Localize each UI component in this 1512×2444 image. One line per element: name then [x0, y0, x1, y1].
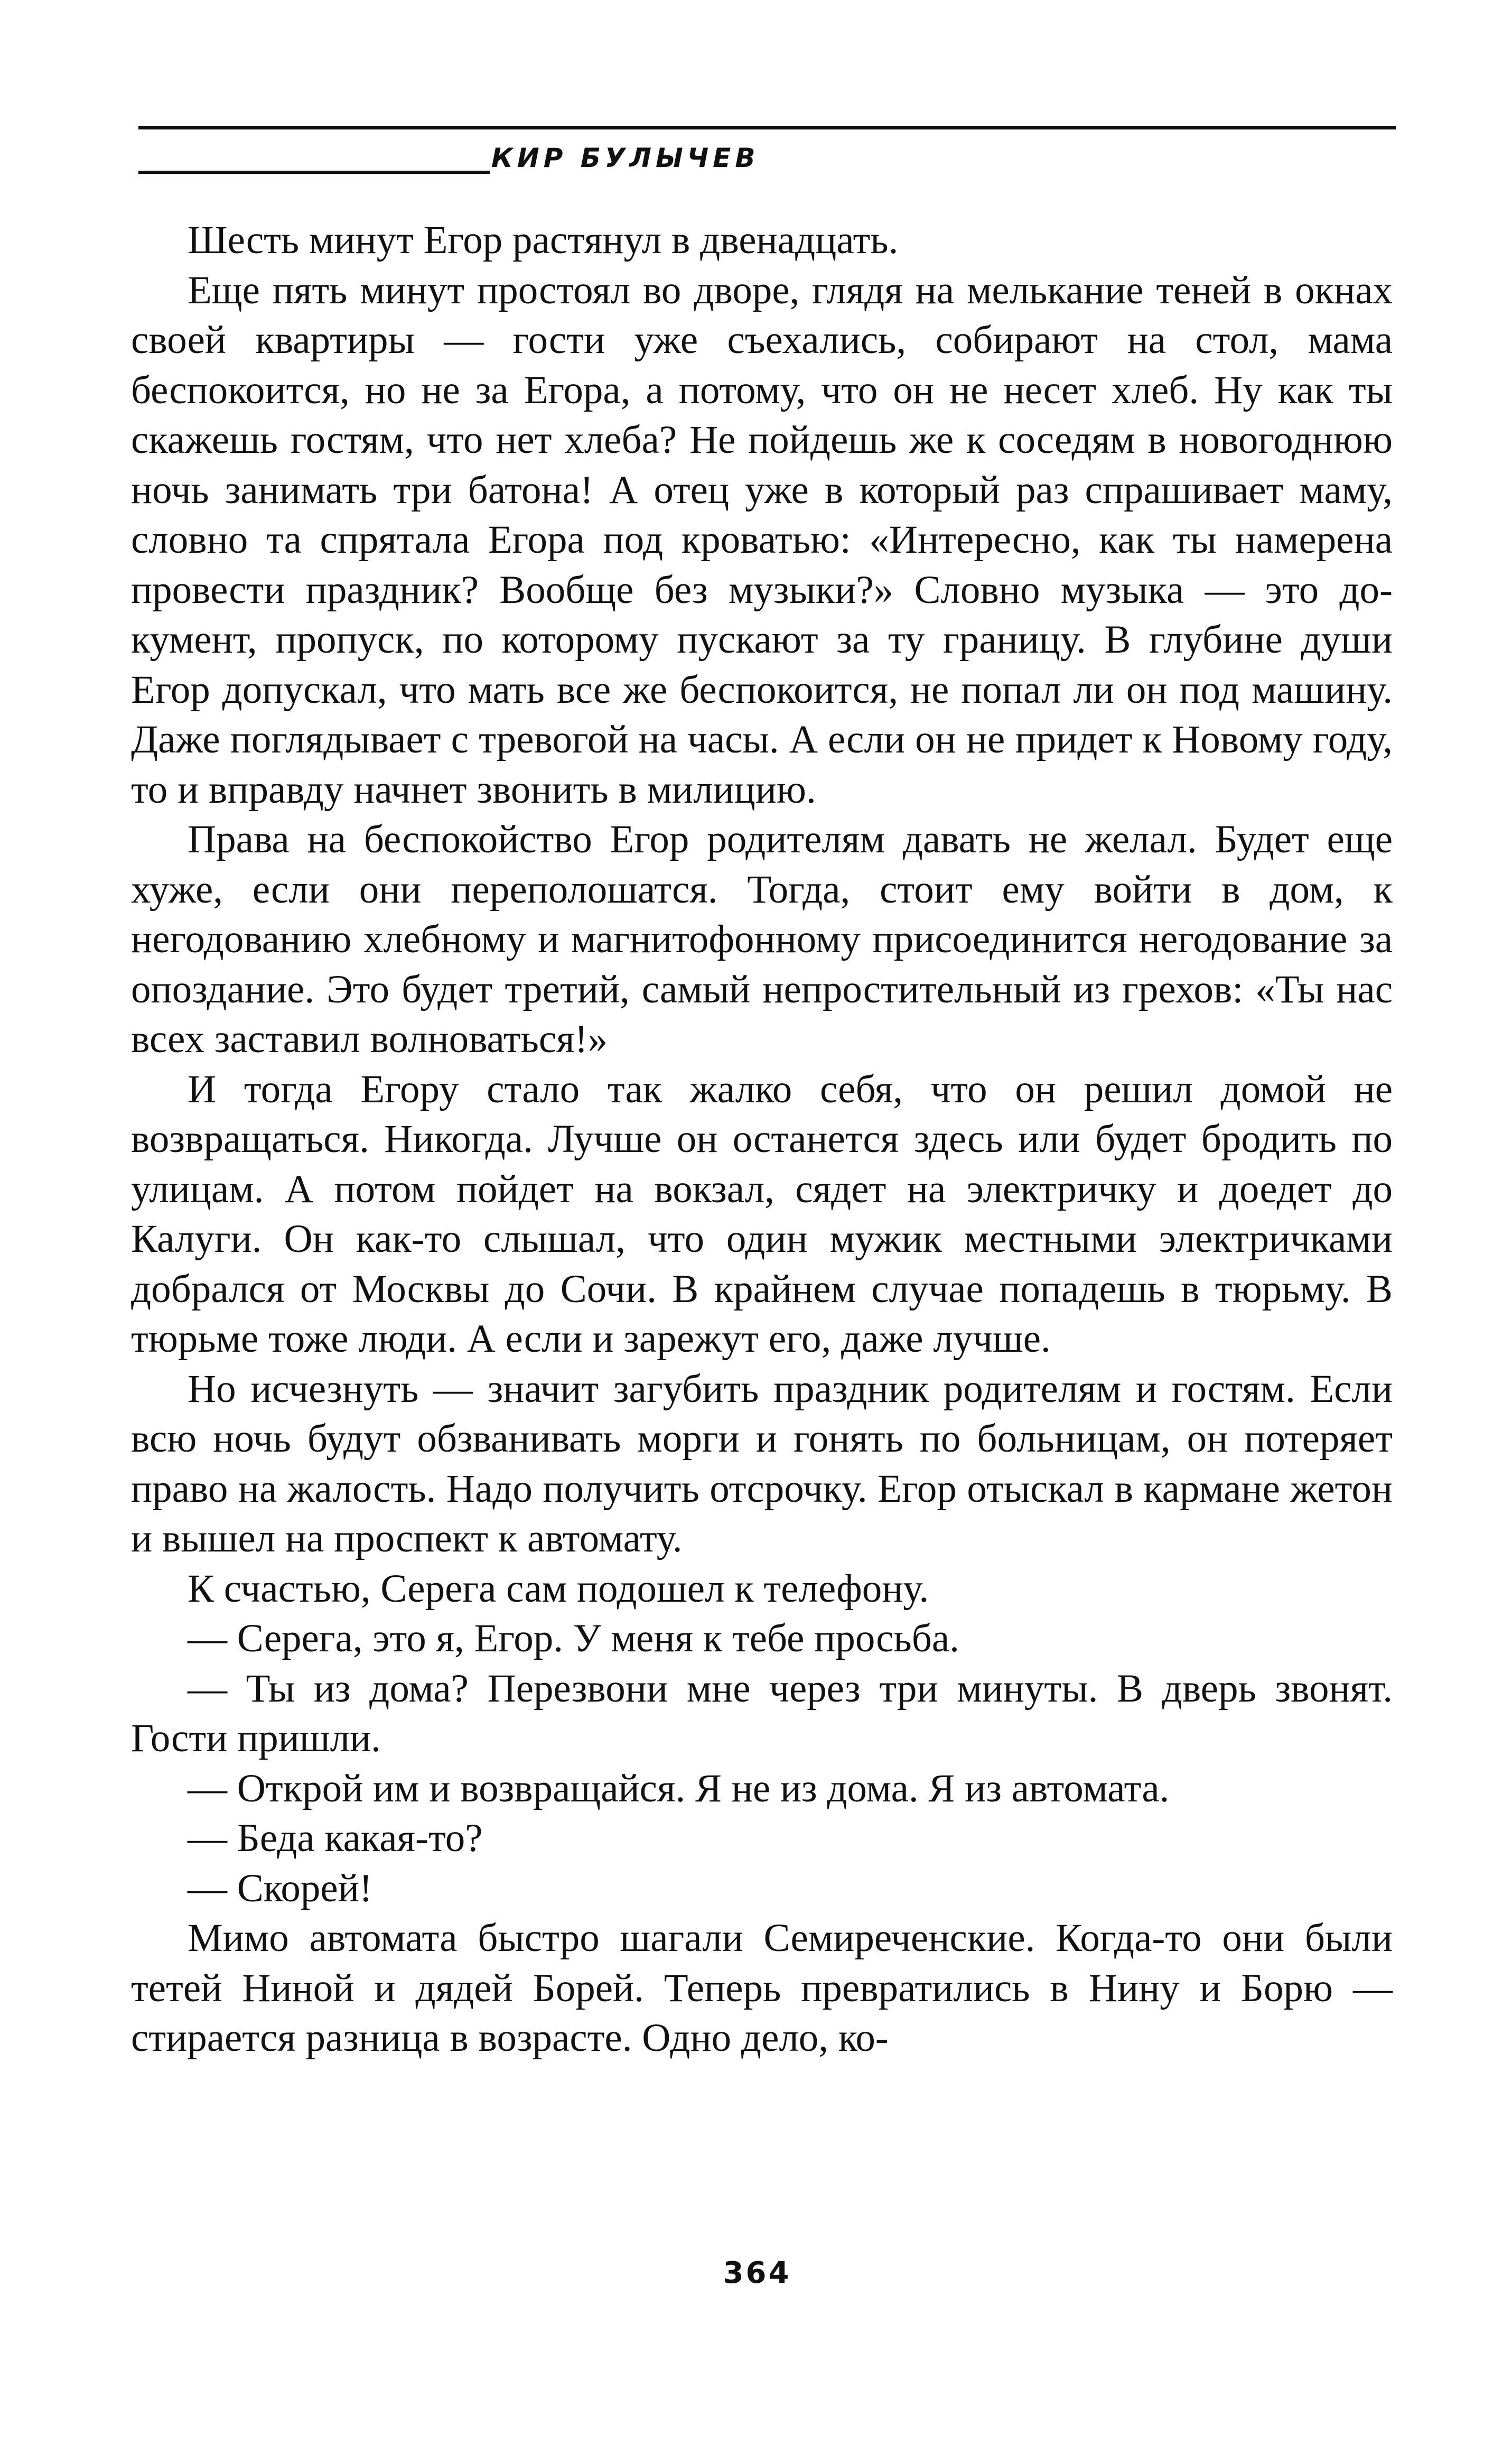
paragraph: Права на беспокойство Егор родителям давать не желал. Будет еще хуже, если они переполошатся. Тогда, стоит ему войти в дом, к негодованию хлебному и магнитофонному присоединится негодование за опоздание. Это будет третий, самый непростительный из грехов: «Ты нас всех заставил волноваться!»: [131, 817, 1393, 1061]
paragraph: Но исчезнуть — значит загубить праздник родителям и гостям. Если всю ночь будут обзванивать морги и гонять по больницам, он потеряет право на жалость. Надо получить отсрочку. Егор отыскал в кармане жетон и вышел на проспект к автомату.: [131, 1367, 1393, 1560]
header-rule: [138, 126, 1396, 129]
paragraph: Шесть минут Егор растянул в двенадцать.: [188, 218, 899, 262]
dialogue-line: — Ты из дома? Перезвони мне через три минуты. В дверь звонят. Гости пришли.: [131, 1666, 1393, 1760]
paragraph: Еще пять минут простоял во дворе, глядя на мелькание теней в окнах своей квартиры — гости уже съехались, собирают на стол, мама беспокоится, но не за Егора, а потому, что он не несет хлеб. Ну как ты скажешь гостям, что нет хлеба? Не пойдешь же к соседям в новогоднюю ночь занимать три батона! А отец уже в который раз спрашивает маму, словно та спрятала Егора под кроватью: «Интересно, как ты намерена провести праздник? Вообще без музыки?» Словно музыка — это документ, пропуск, по которому пускают за ту границу. В глубине души Егор допускал, что мать все же беспокоится, не попал ли он под машину. Даже поглядывает с тревогой на часы. А если он не придет к Новому году, то и вправду начнет звонить в милицию.: [131, 268, 1393, 812]
dialogue-line: — Открой им и возвращайся. Я не из дома. Я из автомата.: [188, 1766, 1170, 1810]
page-number: 364: [723, 2256, 791, 2290]
paragraph: И тогда Егору стало так жалко себя, что он решил домой не возвращаться. Никогда. Лучше он останется здесь или будет бродить по улицам. А потом пойдет на вокзал, сядет на электричку и доедет до Калуги. Он как-то слышал, что один мужик местными электричками добрался от Москвы до Сочи. В крайнем случае попадешь в тюрьму. В тюрьме тоже люди. А если и зарежут его, даже лучше.: [131, 1067, 1393, 1361]
dialogue-line: — Скорей!: [188, 1866, 372, 1910]
page-header: [138, 115, 1396, 179]
header-underline: [138, 171, 490, 174]
body-text: [131, 216, 1393, 2064]
paragraph: Мимо автомата быстро шагали Семиреченские. Когда-то они были тетей Ниной и дядей Борей. Теперь превратились в Нину и Борю — стирается разница в возрасте. Одно дело, ко-: [131, 1916, 1393, 2060]
paragraph: К счастью, Серега сам подошел к телефону.: [188, 1566, 929, 1611]
dialogue-line: — Беда какая-то?: [188, 1816, 483, 1860]
running-head-author: КИР БУЛЫЧЕВ: [491, 143, 760, 173]
dialogue-line: — Серега, это я, Егор. У меня к тебе просьба.: [188, 1616, 959, 1660]
